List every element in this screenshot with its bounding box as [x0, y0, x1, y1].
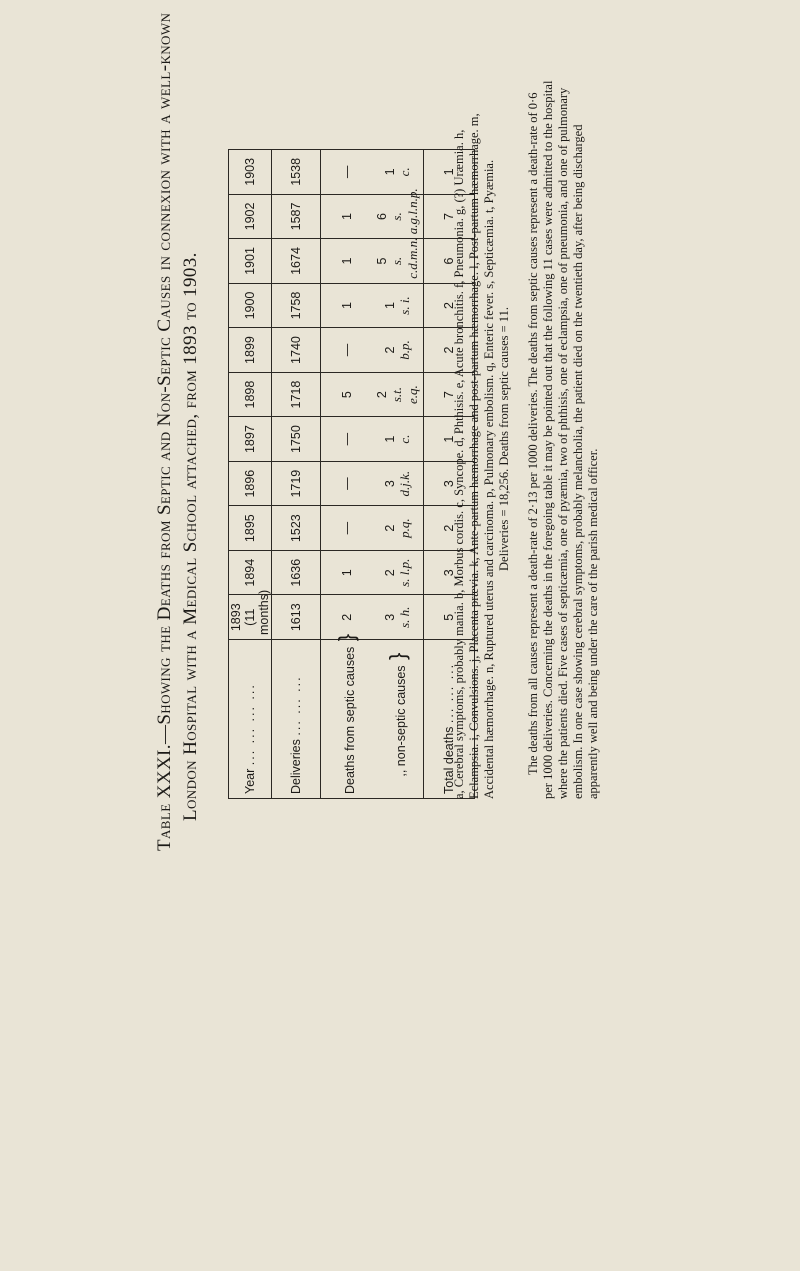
nonseptic-cell	[373, 461, 424, 506]
total-cell: 2	[424, 283, 475, 328]
year-cell: 1898	[229, 372, 272, 417]
total-cell: 2	[424, 328, 475, 373]
total-cell: 3	[424, 461, 475, 506]
nonseptic-cell	[373, 188, 424, 239]
year-cell: 1899	[229, 328, 272, 373]
row-label-deliveries: Deliveries ... ... ...	[272, 640, 321, 799]
cause-codes: d.j.k.	[397, 470, 412, 497]
septic-cell: —	[321, 150, 374, 195]
notes-paragraph: The deaths from all causes represent a death-rate of 2·13 per 1000 deliveries. The deaths from septic causes represent a death-rate of 0·6 per 1000 deliveries. Concerning the deaths in the foregoing table it may be pointed out that the following 11 cases were admitted to the hospital where the patients died. Five cases of septicæmia, one of pyæmia, two of phthisis, one of eclampsia, one of pneumonia, and one of pulmonary embolism. In one case showing cerebral symptoms, probably melancholia, the patient died on the twentieth day, after being discharged apparently well and being under the care of the parish medical officer.	[526, 80, 600, 799]
title-line-1: Table XXXI.—Showing the Deaths from Septic and Non-Septic Causes in connexion with a well-known	[154, 12, 175, 851]
total-cell: 7	[424, 372, 475, 417]
notes	[452, 79, 601, 799]
title-line-2: London Hospital with a Medical School attached, from 1893 to 1903.	[180, 252, 201, 821]
nonseptic-value: 2	[375, 391, 389, 399]
septic-cell: —	[321, 461, 374, 506]
septic-cell: —	[321, 328, 374, 373]
year-cell: 1894	[229, 550, 272, 595]
deliveries-cell: 1636	[272, 550, 321, 595]
year-row	[229, 150, 272, 799]
total-cell: 2	[424, 506, 475, 551]
deliveries-cell: 1538	[272, 150, 321, 195]
nonseptic-cell	[373, 595, 424, 640]
nonseptic-value: 1	[383, 435, 397, 443]
total-cell: 1	[424, 417, 475, 462]
deliveries-cell: 1750	[272, 417, 321, 462]
cause-codes: b.p.	[397, 340, 412, 360]
year-cell: 1900	[229, 283, 272, 328]
cause-codes: p.q.	[397, 518, 412, 538]
nonseptic-value: 2	[383, 346, 397, 354]
deliveries-row	[272, 150, 321, 799]
cause-codes: s.t. e.q.	[389, 385, 420, 404]
cause-codes: s. c.d.m.n.	[389, 237, 420, 279]
septic-cell: 1	[321, 194, 374, 239]
nonseptic-cell	[373, 417, 424, 462]
year-cell: 1901	[229, 239, 272, 284]
nonseptic-value: 3	[383, 613, 397, 621]
cause-codes: s. h.	[397, 606, 412, 628]
year-cell: 1902	[229, 194, 272, 239]
septic-cell: 5	[321, 372, 374, 417]
deliveries-cell: 1758	[272, 283, 321, 328]
cause-codes: s. i.	[397, 296, 412, 315]
nonseptic-value: 2	[383, 569, 397, 577]
nonseptic-value: 6	[375, 212, 389, 220]
deliveries-cell: 1740	[272, 328, 321, 373]
deliveries-cell: 1613	[272, 595, 321, 640]
deliveries-cell: 1719	[272, 461, 321, 506]
deliveries-cell: 1718	[272, 372, 321, 417]
year-cell: 1893 (11 months)	[229, 595, 272, 640]
year-cell: 1897	[229, 417, 272, 462]
deliveries-cell: 1523	[272, 506, 321, 551]
cause-codes: s. l.p.	[397, 558, 412, 587]
total-cell: 3	[424, 550, 475, 595]
septic-cell: 1	[321, 283, 374, 328]
table-title	[152, 1, 204, 851]
nonseptic-value: 5	[375, 257, 389, 265]
septic-cell: 1	[321, 239, 374, 284]
year-cell: 1895	[229, 506, 272, 551]
nonseptic-value: 3	[383, 480, 397, 488]
nonseptic-cell	[373, 550, 424, 595]
deliveries-cell: 1587	[272, 194, 321, 239]
deliveries-cell: 1674	[272, 239, 321, 284]
year-cell: 1896	[229, 461, 272, 506]
row-label-total: Total deaths ... ... ...	[424, 640, 475, 799]
cause-codes: c.	[397, 167, 412, 177]
nonseptic-cell	[373, 506, 424, 551]
cause-codes: s. a.g.l.n.p.	[389, 188, 420, 235]
total-cell: 1	[424, 150, 475, 195]
nonseptic-value: 1	[383, 302, 397, 309]
septic-cell: 2	[321, 595, 374, 640]
septic-row	[321, 150, 374, 799]
cause-legend: a, Cerebral symptoms, probably mania. b, Morbus cordis. c, Syncope. d, Phthisis. e, Acute bronchitis. f, Pneumonia. g, (?) Uræmia. h, Eclampsia. i, Convulsions. j, Placenta prævia. k, Ante-partum hæmorrhage and post-partum hæmorrhage. l, Post-partum hæmorrhage. m, Accidental hæmorrhage. n, Ruptured uterus and carcinoma. p, Pulmonary embolism. q, Enteric fever. s, Septicæmia. t, Pyæmia.	[452, 113, 496, 799]
row-label-year: Year ... ... ... ...	[229, 640, 272, 799]
year-cell: 1903	[229, 150, 272, 195]
nonseptic-row	[373, 150, 424, 799]
row-label-septic: Deaths from septic causes }	[321, 640, 374, 799]
septic-cell: —	[321, 417, 374, 462]
septic-cell: 1	[321, 550, 374, 595]
row-label-nonseptic: ,, non-septic causes }	[373, 640, 424, 799]
deliveries-summary: Deliveries = 18,256. Deaths from septic causes = 11.	[497, 307, 511, 571]
nonseptic-value: 2	[383, 524, 397, 532]
nonseptic-cell	[373, 283, 424, 328]
total-cell: 5	[424, 595, 475, 640]
nonseptic-cell	[373, 239, 424, 284]
nonseptic-cell	[373, 372, 424, 417]
septic-cell: —	[321, 506, 374, 551]
total-cell: 7	[424, 194, 475, 239]
cause-codes: c.	[397, 434, 412, 444]
total-cell: 6	[424, 239, 475, 284]
nonseptic-cell	[373, 328, 424, 373]
nonseptic-value: 1	[383, 168, 397, 176]
deaths-table	[228, 149, 475, 799]
